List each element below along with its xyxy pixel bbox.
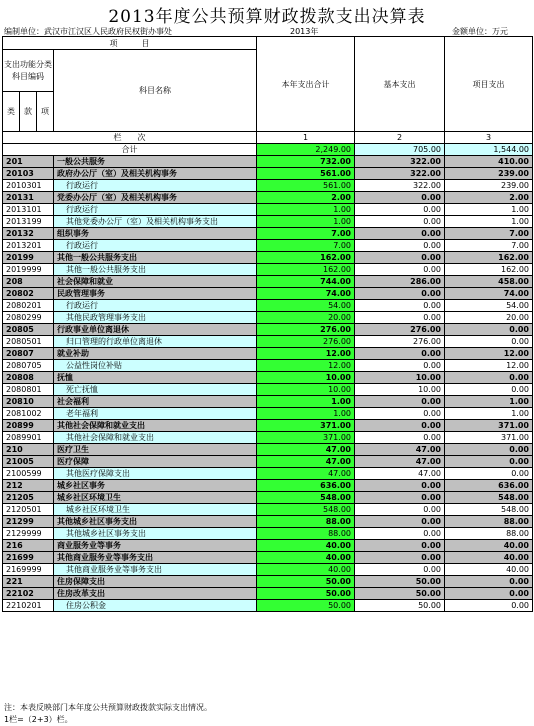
- project-amount: 0.00: [445, 576, 533, 588]
- table-row: [3, 600, 533, 612]
- project-amount: 40.00: [445, 552, 533, 564]
- basic-amount: 10.00: [355, 372, 445, 384]
- basic-amount: 47.00: [355, 444, 445, 456]
- subject-code: 2081002: [3, 408, 54, 420]
- note-line-2: 1栏=（2+3）栏。: [4, 715, 73, 724]
- subject-name: 其他城乡社区事务支出: [54, 528, 257, 540]
- basic-amount: 0.00: [355, 516, 445, 528]
- total-amount: 7.00: [257, 228, 355, 240]
- subject-code: 20899: [3, 420, 54, 432]
- table-row: [3, 156, 533, 168]
- basic-amount: 0.00: [355, 348, 445, 360]
- project-amount: 1.00: [445, 216, 533, 228]
- subject-code: 22102: [3, 588, 54, 600]
- total-amount: 1.00: [257, 204, 355, 216]
- project-amount: 74.00: [445, 288, 533, 300]
- project-amount: 548.00: [445, 504, 533, 516]
- subject-name: 住房保障支出: [54, 576, 257, 588]
- money-unit: 金额单位：万元: [452, 27, 508, 36]
- header-kuan: 款: [20, 92, 37, 132]
- total-amount: 40.00: [257, 540, 355, 552]
- total-amount: 12.00: [257, 348, 355, 360]
- basic-amount: 50.00: [355, 600, 445, 612]
- subject-name: 住房公积金: [54, 600, 257, 612]
- project-amount: 88.00: [445, 528, 533, 540]
- subject-code: 2019999: [3, 264, 54, 276]
- table-row: [3, 228, 533, 240]
- total-amount: 162.00: [257, 252, 355, 264]
- total-amount: 162.00: [257, 264, 355, 276]
- subject-code: 2010301: [3, 180, 54, 192]
- subject-code: 21205: [3, 492, 54, 504]
- subject-name: 行政运行: [54, 204, 257, 216]
- table-row: [3, 540, 533, 552]
- total-amount: 40.00: [257, 564, 355, 576]
- subject-name: 城乡社区环境卫生: [54, 492, 257, 504]
- project-amount: 410.00: [445, 156, 533, 168]
- basic-amount: 276.00: [355, 324, 445, 336]
- subject-code: 2013199: [3, 216, 54, 228]
- project-amount: 2.00: [445, 192, 533, 204]
- total-amount: 2.00: [257, 192, 355, 204]
- subject-code: 21299: [3, 516, 54, 528]
- project-amount: 40.00: [445, 540, 533, 552]
- basic-amount: 0.00: [355, 420, 445, 432]
- total-amount: 88.00: [257, 516, 355, 528]
- subject-code: 210: [3, 444, 54, 456]
- subject-name: 老年福利: [54, 408, 257, 420]
- header-xiang: 项: [37, 92, 54, 132]
- expenditure-table: [2, 36, 533, 612]
- project-amount: 88.00: [445, 516, 533, 528]
- total-amount: 50.00: [257, 588, 355, 600]
- basic-amount: 47.00: [355, 468, 445, 480]
- total-amount: 47.00: [257, 444, 355, 456]
- table-row: [3, 360, 533, 372]
- table-row: [3, 564, 533, 576]
- basic-amount: 0.00: [355, 216, 445, 228]
- table-row: [3, 384, 533, 396]
- column-number-2: 2: [355, 132, 445, 144]
- total-amount: 10.00: [257, 384, 355, 396]
- subject-code: 20199: [3, 252, 54, 264]
- table-row: [3, 588, 533, 600]
- subject-name: 其他社会保障和就业支出: [54, 432, 257, 444]
- total-amount: 561.00: [257, 168, 355, 180]
- project-amount: 0.00: [445, 456, 533, 468]
- table-row: [3, 312, 533, 324]
- subject-code: 2100599: [3, 468, 54, 480]
- project-amount: 0.00: [445, 600, 533, 612]
- total-amount: 50.00: [257, 576, 355, 588]
- table-row: [3, 456, 533, 468]
- table-row: [3, 516, 533, 528]
- project-amount: 7.00: [445, 228, 533, 240]
- total-row: [3, 144, 533, 156]
- subject-code: 221: [3, 576, 54, 588]
- project-amount: 0.00: [445, 336, 533, 348]
- header-row-1: [3, 37, 533, 50]
- total-amount: 371.00: [257, 420, 355, 432]
- project-amount: 636.00: [445, 480, 533, 492]
- report-title: 2013年度公共预算财政拨款支出决算表: [108, 7, 426, 27]
- table-row: [3, 528, 533, 540]
- column-number-row: [3, 132, 533, 144]
- table-row: [3, 180, 533, 192]
- subject-name: 城乡社区事务: [54, 480, 257, 492]
- total-amount: 636.00: [257, 480, 355, 492]
- header-item: 项 目: [3, 37, 257, 50]
- subject-name: 社会保障和就业: [54, 276, 257, 288]
- table-row: [3, 576, 533, 588]
- subject-code: 212: [3, 480, 54, 492]
- total-amount: 561.00: [257, 180, 355, 192]
- subject-code: 20807: [3, 348, 54, 360]
- project-amount: 548.00: [445, 492, 533, 504]
- table-row: [3, 348, 533, 360]
- total-amount: 732.00: [257, 156, 355, 168]
- project-amount: 239.00: [445, 180, 533, 192]
- subject-code: 2080299: [3, 312, 54, 324]
- subject-name: 其他党委办公厅（室）及相关机构事务支出: [54, 216, 257, 228]
- subject-name: 一般公共服务: [54, 156, 257, 168]
- subject-name: 其他民政管理事务支出: [54, 312, 257, 324]
- table-row: [3, 240, 533, 252]
- basic-amount: 0.00: [355, 540, 445, 552]
- total-amount: 74.00: [257, 288, 355, 300]
- basic-amount: 0.00: [355, 408, 445, 420]
- project-amount: 1.00: [445, 396, 533, 408]
- subject-code: 2080801: [3, 384, 54, 396]
- subject-name: 其他医疗保障支出: [54, 468, 257, 480]
- total-amount: 10.00: [257, 372, 355, 384]
- header-lei: 类: [3, 92, 20, 132]
- total-label: 合计: [3, 144, 257, 156]
- subject-name: 公益性岗位补贴: [54, 360, 257, 372]
- basic-amount: 0.00: [355, 396, 445, 408]
- project-amount: 371.00: [445, 420, 533, 432]
- project-amount: 371.00: [445, 432, 533, 444]
- project-amount: 12.00: [445, 360, 533, 372]
- project-amount: 0.00: [445, 384, 533, 396]
- subject-code: 21005: [3, 456, 54, 468]
- basic-amount: 286.00: [355, 276, 445, 288]
- subject-name: 其他社会保障和就业支出: [54, 420, 257, 432]
- basic-amount: 0.00: [355, 312, 445, 324]
- basic-amount: 0.00: [355, 288, 445, 300]
- subject-code: 20131: [3, 192, 54, 204]
- header-func-class: 支出功能分类科目编码: [3, 50, 54, 92]
- basic-amount: 0.00: [355, 228, 445, 240]
- subject-name: 抚恤: [54, 372, 257, 384]
- subject-code: 20132: [3, 228, 54, 240]
- basic-amount: 0.00: [355, 192, 445, 204]
- basic-amount: 322.00: [355, 156, 445, 168]
- basic-amount: 50.00: [355, 588, 445, 600]
- total-amount: 47.00: [257, 468, 355, 480]
- subject-code: 20802: [3, 288, 54, 300]
- table-row: [3, 420, 533, 432]
- basic-amount: 0.00: [355, 528, 445, 540]
- total-amount: 744.00: [257, 276, 355, 288]
- column-number-3: 3: [445, 132, 533, 144]
- subject-name: 行政运行: [54, 240, 257, 252]
- subject-name: 其他商业服务业等事务支出: [54, 552, 257, 564]
- table-row: [3, 396, 533, 408]
- subject-code: 21699: [3, 552, 54, 564]
- table-row: [3, 168, 533, 180]
- subject-name: 其他一般公共服务支出: [54, 252, 257, 264]
- header-project: 项目支出: [445, 37, 533, 132]
- project-amount: 12.00: [445, 348, 533, 360]
- header-basic: 基本支出: [355, 37, 445, 132]
- table-row: [3, 336, 533, 348]
- subject-name: 医疗保障: [54, 456, 257, 468]
- project-amount: 0.00: [445, 444, 533, 456]
- subject-name: 归口管理的行政单位离退休: [54, 336, 257, 348]
- project-amount: 0.00: [445, 324, 533, 336]
- subject-name: 行政运行: [54, 300, 257, 312]
- table-row: [3, 408, 533, 420]
- basic-amount: 50.00: [355, 576, 445, 588]
- project-amount: 0.00: [445, 468, 533, 480]
- table-row: [3, 192, 533, 204]
- subject-code: 216: [3, 540, 54, 552]
- subject-name: 政府办公厅（室）及相关机构事务: [54, 168, 257, 180]
- subject-name: 行政运行: [54, 180, 257, 192]
- basic-amount: 322.00: [355, 180, 445, 192]
- subject-code: 2080705: [3, 360, 54, 372]
- subject-code: 20810: [3, 396, 54, 408]
- subject-code: 2120501: [3, 504, 54, 516]
- basic-amount: 0.00: [355, 432, 445, 444]
- note-line-1: 注：本表反映部门本年度公共预算财政拨款实际支出情况。: [4, 703, 212, 712]
- basic-amount: 0.00: [355, 252, 445, 264]
- table-row: [3, 480, 533, 492]
- basic-amount: 0.00: [355, 492, 445, 504]
- total-amount: 20.00: [257, 312, 355, 324]
- basic-amount: 0.00: [355, 552, 445, 564]
- subject-name: 党委办公厅（室）及相关机构事务: [54, 192, 257, 204]
- basic-amount: 0.00: [355, 300, 445, 312]
- total-amount: 54.00: [257, 300, 355, 312]
- total-amount: 88.00: [257, 528, 355, 540]
- total-amount: 276.00: [257, 336, 355, 348]
- table-row: [3, 276, 533, 288]
- basic-amount: 10.00: [355, 384, 445, 396]
- total-basic: 705.00: [355, 144, 445, 156]
- subject-code: 2080201: [3, 300, 54, 312]
- subject-name: 其他商业服务业等事务支出: [54, 564, 257, 576]
- subject-code: 2169999: [3, 564, 54, 576]
- project-amount: 0.00: [445, 588, 533, 600]
- basic-amount: 0.00: [355, 264, 445, 276]
- subject-name: 死亡抚恤: [54, 384, 257, 396]
- total-amount: 1.00: [257, 216, 355, 228]
- report-year: 2013年: [290, 27, 319, 36]
- project-amount: 7.00: [445, 240, 533, 252]
- basic-amount: 0.00: [355, 480, 445, 492]
- basic-amount: 276.00: [355, 336, 445, 348]
- total-amount: 7.00: [257, 240, 355, 252]
- project-amount: 20.00: [445, 312, 533, 324]
- basic-amount: 0.00: [355, 504, 445, 516]
- total-amount: 40.00: [257, 552, 355, 564]
- subject-name: 就业补助: [54, 348, 257, 360]
- column-number-label: 栏 次: [3, 132, 257, 144]
- table-row: [3, 552, 533, 564]
- subject-code: 2080501: [3, 336, 54, 348]
- table-row: [3, 444, 533, 456]
- header-total: 本年支出合计: [257, 37, 355, 132]
- project-amount: 54.00: [445, 300, 533, 312]
- table-row: [3, 252, 533, 264]
- subject-code: 20103: [3, 168, 54, 180]
- basic-amount: 0.00: [355, 564, 445, 576]
- total-amount: 371.00: [257, 432, 355, 444]
- column-number-1: 1: [257, 132, 355, 144]
- total-project: 1,544.00: [445, 144, 533, 156]
- project-amount: 40.00: [445, 564, 533, 576]
- table-row: [3, 216, 533, 228]
- basic-amount: 0.00: [355, 204, 445, 216]
- table-row: [3, 492, 533, 504]
- subject-code: 2210201: [3, 600, 54, 612]
- total-amount: 548.00: [257, 504, 355, 516]
- subject-code: 20805: [3, 324, 54, 336]
- table-row: [3, 432, 533, 444]
- table-row: [3, 204, 533, 216]
- table-row: [3, 504, 533, 516]
- basic-amount: 0.00: [355, 360, 445, 372]
- header-subject-name: 科目名称: [54, 50, 257, 132]
- subject-name: 组织事务: [54, 228, 257, 240]
- total-amount: 276.00: [257, 324, 355, 336]
- subject-name: 其他一般公共服务支出: [54, 264, 257, 276]
- project-amount: 162.00: [445, 252, 533, 264]
- subject-code: 2089901: [3, 432, 54, 444]
- subject-name: 民政管理事务: [54, 288, 257, 300]
- table-row: [3, 324, 533, 336]
- basic-amount: 322.00: [355, 168, 445, 180]
- total-amount: 548.00: [257, 492, 355, 504]
- table-row: [3, 264, 533, 276]
- project-amount: 1.00: [445, 204, 533, 216]
- table-row: [3, 288, 533, 300]
- total-amount: 47.00: [257, 456, 355, 468]
- subject-name: 商业服务业等事务: [54, 540, 257, 552]
- table-row: [3, 372, 533, 384]
- subject-name: 社会福利: [54, 396, 257, 408]
- total-amount: 12.00: [257, 360, 355, 372]
- project-amount: 1.00: [445, 408, 533, 420]
- subject-name: 住房改革支出: [54, 588, 257, 600]
- basic-amount: 47.00: [355, 456, 445, 468]
- table-row: [3, 468, 533, 480]
- project-amount: 0.00: [445, 372, 533, 384]
- total-amount: 2,249.00: [257, 144, 355, 156]
- basic-amount: 0.00: [355, 240, 445, 252]
- total-amount: 1.00: [257, 396, 355, 408]
- project-amount: 162.00: [445, 264, 533, 276]
- compiling-unit: 编制单位：武汉市江汉区人民政府民权街办事处: [4, 27, 172, 36]
- subject-code: 20808: [3, 372, 54, 384]
- subject-code: 2013101: [3, 204, 54, 216]
- total-amount: 50.00: [257, 600, 355, 612]
- subject-name: 其他城乡社区事务支出: [54, 516, 257, 528]
- subject-code: 201: [3, 156, 54, 168]
- table-row: [3, 300, 533, 312]
- subject-code: 208: [3, 276, 54, 288]
- subject-code: 2129999: [3, 528, 54, 540]
- subject-name: 医疗卫生: [54, 444, 257, 456]
- subject-code: 2013201: [3, 240, 54, 252]
- total-amount: 1.00: [257, 408, 355, 420]
- project-amount: 239.00: [445, 168, 533, 180]
- project-amount: 458.00: [445, 276, 533, 288]
- subject-name: 行政事业单位离退休: [54, 324, 257, 336]
- subject-name: 城乡社区环境卫生: [54, 504, 257, 516]
